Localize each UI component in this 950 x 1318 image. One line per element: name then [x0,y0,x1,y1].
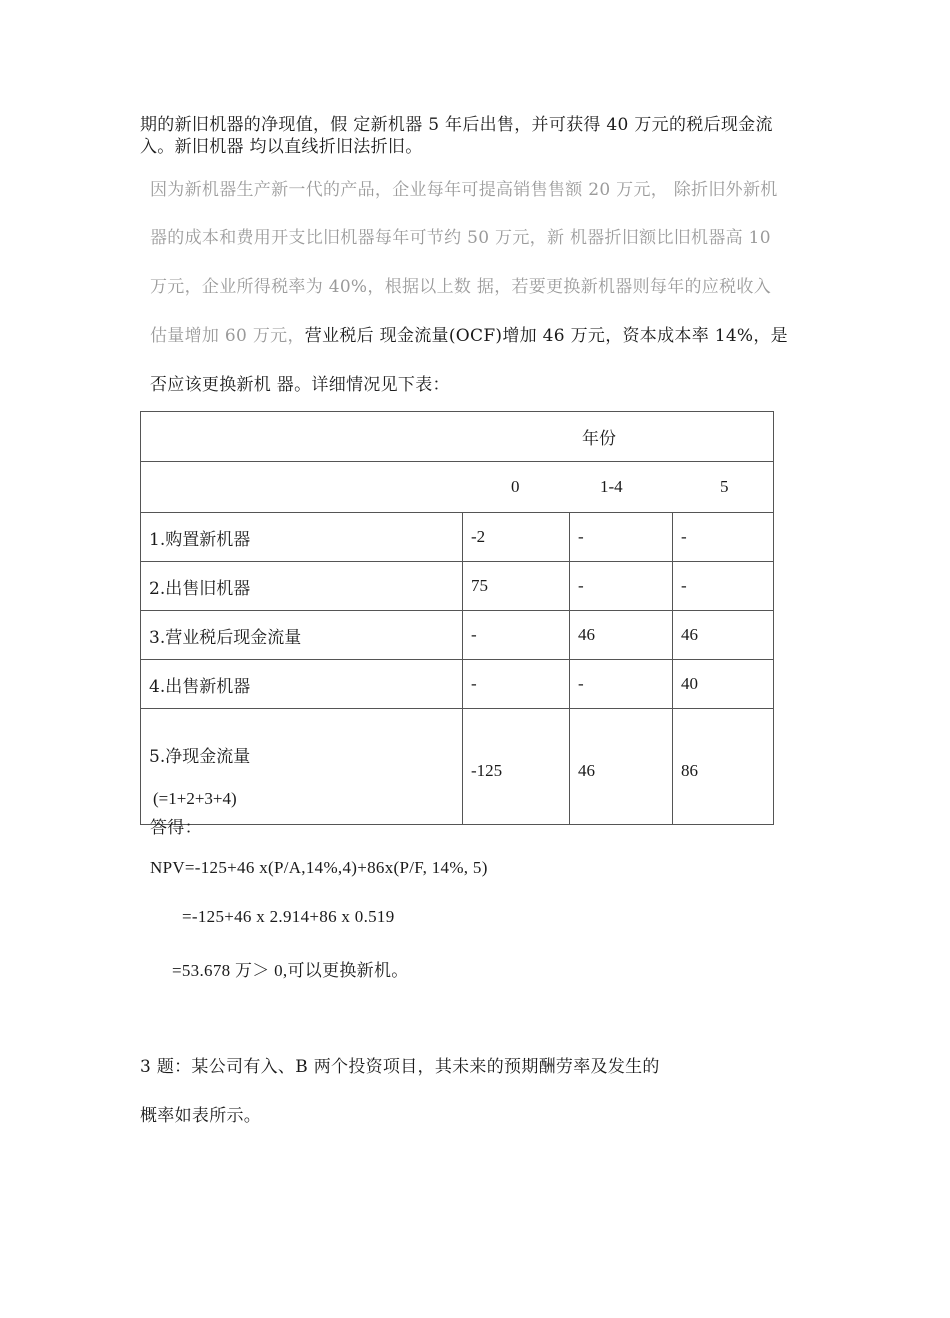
question-3-line-1: 3 题：某公司有入、B 两个投资项目，其未来的预期酬劳率及发生的 [140,1057,660,1077]
paragraph-line-2: 器的成本和费用开支比旧机器每年可节约 50 万元，新 机器折旧额比旧机器高 10 [150,228,771,248]
cell-value: 75 [463,562,570,611]
cell-value: 40 [673,660,774,709]
period-header-cell [141,462,774,513]
period-1-4: 1-4 [600,477,623,496]
paragraph-line-4 [150,321,788,346]
cell-value: - [570,660,673,709]
paragraph-line-3: 万元，企业所得税率为 40%，根据以上数 据，若要更换新机器则每年的应税收入 [150,277,771,297]
npv-calculation: =-125+46 x 2.914+86 x 0.519 [182,907,395,926]
paragraph-line-1: 因为新机器生产新一代的产品，企业每年可提高销售售额 20 万元， 除折旧外新机 [150,180,778,200]
period-header-row [141,462,774,513]
period-0: 0 [511,477,520,496]
year-header-row [141,412,774,462]
paragraph-line-4-dark: 营业税后 现金流量(OCF)增加 46 万元，资本成本率 14%，是 [304,326,788,346]
row-label: 3.营业税后现金流量 [141,611,463,660]
intro-line-2: 入。新旧机器 均以直线折旧法折旧。 [140,137,423,157]
cell-value: - [570,513,673,562]
cell-value: -2 [463,513,570,562]
row-label: 2.出售旧机器 [141,562,463,611]
table-row [141,611,774,660]
table-row [141,709,774,825]
table-row [141,562,774,611]
cash-flow-table [140,411,774,825]
row-label: 1.购置新机器 [141,513,463,562]
cell-value: -125 [463,709,570,825]
row-label: 5.净现金流量 [149,747,251,767]
cell-value: - [463,660,570,709]
cell-value: 46 [673,611,774,660]
cell-value: - [673,562,774,611]
cell-value: 46 [570,709,673,825]
cell-value: 46 [570,611,673,660]
paragraph-line-4-faint: 估量增加 60 万元， [150,326,305,346]
answer-label: 答得： [150,818,202,838]
period-5: 5 [720,477,729,496]
paragraph-line-5: 否应该更换新机 器。详细情况见下表： [150,375,450,395]
row-label: 4.出售新机器 [141,660,463,709]
cell-value: - [673,513,774,562]
npv-result: =53.678 万＞ 0,可以更换新机。 [172,961,409,980]
cell-value: - [463,611,570,660]
year-header: 年份 [582,429,616,449]
question-3-line-2: 概率如表所示。 [140,1106,262,1126]
cell-value: 86 [673,709,774,825]
row-label-cell [141,709,463,825]
intro-line-1: 期的新旧机器的净现值，假 定新机器 5 年后出售，并可获得 40 万元的税后现金流 [140,115,773,135]
cell-value: - [570,562,673,611]
table-row [141,660,774,709]
row-sublabel: (=1+2+3+4) [153,789,237,808]
table-row [141,513,774,562]
npv-formula: NPV=-125+46 x(P/A,14%,4)+86x(P/F, 14%, 5) [150,858,488,877]
year-header-cell [141,412,774,462]
